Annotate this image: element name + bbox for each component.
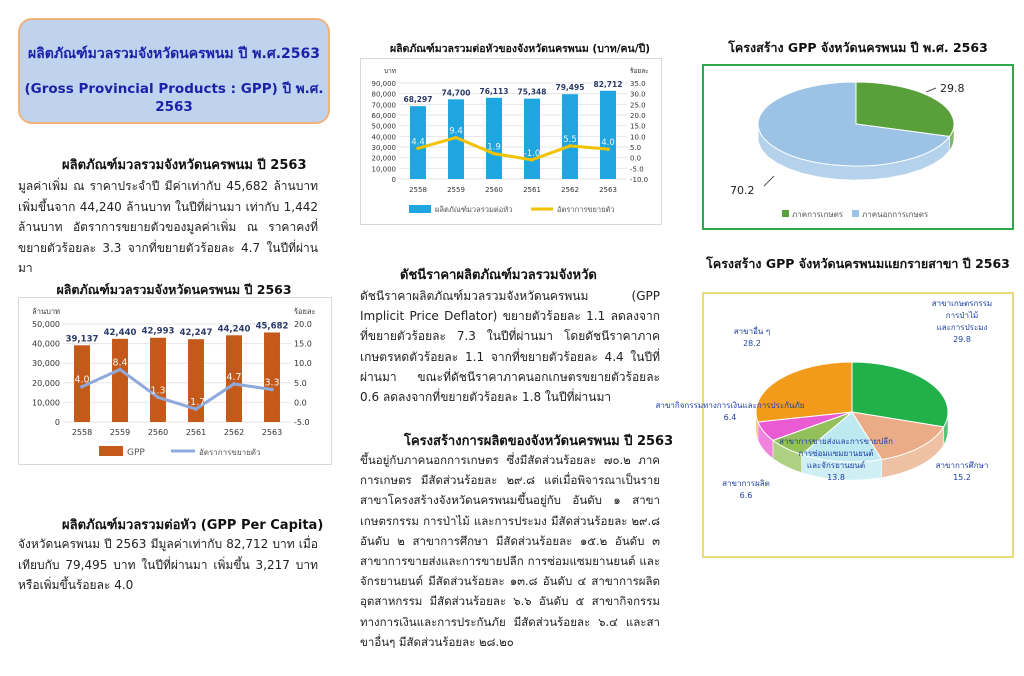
legend-label-bar: ผลิตภัณฑ์มวลรวมต่อหัว xyxy=(435,205,513,214)
y-tick-label: 0 xyxy=(54,418,60,427)
growth-value-label: 4.0 xyxy=(601,138,615,149)
title-line-1: ผลิตภัณฑ์มวลรวมจังหวัดนครพนม ปี พ.ศ.2563 xyxy=(27,46,321,62)
y2-axis-label: ร้อยละ xyxy=(630,67,649,75)
structure-body: ขึ้นอยู่กับภาคนอกการเกษตร ซึ่งมีสัดส่วนร้อยละ ๗๐.๒ ภาคการเกษตร มีสัดส่วนร้อยละ ๒๙.๘ แต่เมื่อพิจารณาเป็นรายสาขาโครงสร้างจังหวัดนครพนมขึ้นอยู่กับ อันดับ ๑ สาขาเกษตรกรรม การป่าไม้ และการประมง มีสัดส่วนร้อยละ ๒๙.๘ อันดับ ๒ สาขาการศึกษา มีสัดส่วนร้อยละ ๑๕.๒ อันดับ ๓ สาขาการขายส่งและการขายปลีก การซ่อมแซมยานยนต์ และจักรยานยนต์ มีสัดส่วนร้อยละ ๑๓.๘ อันดับ ๔ สาขาการผลิตอุตสาหกรรม มีสัดส่วนร้อยละ ๖.๖ อันดับ ๕ สาขากิจกรรมทางการเงินและการประกันภัย มีสัดส่วนร้อยละ ๖.๔ และสาขาอื่นๆ มีสัดส่วนร้อยละ ๒๘.๒๐ xyxy=(360,453,660,649)
pie-slice-label: การซ่อมแซมยานยนต์ xyxy=(798,449,874,458)
y2-tick-label: -5.0 xyxy=(294,418,310,427)
pie-slice-label: และจักรยานยนต์ xyxy=(806,461,866,470)
gpp-chart-panel xyxy=(18,297,332,465)
legend-swatch-bar xyxy=(409,205,431,213)
y2-tick-label: -10.0 xyxy=(630,176,649,184)
y2-tick-label: 0.0 xyxy=(294,398,307,408)
legend-label: ภาคการเกษตร xyxy=(792,210,844,219)
y2-tick-label: 0.0 xyxy=(630,154,642,163)
x-tick-label: 2561 xyxy=(185,428,207,437)
y2-tick-label: 15.0 xyxy=(294,339,312,349)
y-tick-label: 0 xyxy=(391,176,396,184)
title-box xyxy=(18,18,330,124)
y-tick-label: 30,000 xyxy=(32,359,60,369)
growth-value-label: -1.0 xyxy=(523,148,541,159)
y-tick-label: 40,000 xyxy=(371,133,396,142)
y-tick-label: 60,000 xyxy=(371,112,396,120)
growth-value-label: 9.4 xyxy=(449,126,463,137)
y-tick-label: 20,000 xyxy=(32,378,60,388)
bar-value-label: 74,700 xyxy=(441,88,471,98)
bar-value-label: 42,993 xyxy=(141,326,175,337)
y2-tick-label: 30.0 xyxy=(630,90,646,99)
bar-value-label: 79,495 xyxy=(555,83,585,93)
pie-slice-label: สาขาการขายส่งและการขายปลีก xyxy=(779,437,893,446)
y2-tick-label: 35.0 xyxy=(630,80,646,88)
agri-pie-panel xyxy=(702,64,1014,230)
y-tick-label: 90,000 xyxy=(371,80,396,88)
branch-pie-title: โครงสร้าง GPP จังหวัดนครพนมแยกรายสาขา ปี 2563 xyxy=(706,256,1010,271)
legend-swatch-bar xyxy=(99,446,123,456)
x-tick-label: 2559 xyxy=(447,186,465,194)
pie-slice-label: สาขาการศึกษา xyxy=(935,461,989,470)
gpp-chart xyxy=(19,298,331,464)
y2-tick-label: 10.0 xyxy=(630,133,646,142)
growth-value-label: 5.5 xyxy=(563,134,577,145)
growth-value-label: 3.3 xyxy=(264,377,280,389)
bar-value-label: 68,297 xyxy=(403,95,433,105)
bar xyxy=(150,338,166,422)
growth-value-label: 8.4 xyxy=(112,357,128,369)
legend-label-line: อัตราการขยายตัว xyxy=(199,448,261,457)
per-capita-body: จังหวัดนครพนม ปี 2563 มีมูลค่าเท่ากับ 82,712 บาท เมื่อเทียบกับ 79,495 บาท ในปีที่ผ่านมา เพิ่มขึ้น 3,217 บาท หรือเพิ่มขึ้นร้อยละ 4.0 xyxy=(18,537,318,592)
bar-value-label: 39,137 xyxy=(65,334,99,345)
pie-slice-label: สาขาเกษตรกรรม xyxy=(931,299,993,308)
y2-tick-label: -5.0 xyxy=(630,165,644,174)
pie-leader-line xyxy=(926,88,936,92)
gpp-body: มูลค่าเพิ่ม ณ ราคาประจำปี มีค่าเท่ากับ 45,682 ล้านบาท เพิ่มขึ้นจาก 44,240 ล้านบาท ในปีที่ผ่านมา เท่ากับ 1,442 ล้านบาท อัตราการขยายตัวของมูลค่าเพิ่ม ณ ราคาคงที่ ขยายตัวร้อยละ 3.3 จากที่ขยายตัวร้อยละ 4.7 ในปีที่ผ่านมา xyxy=(18,179,318,275)
y2-tick-label: 15.0 xyxy=(630,122,646,131)
bar-value-label: 42,440 xyxy=(103,327,137,338)
y-tick-label: 80,000 xyxy=(371,90,396,99)
legend-label: ภาคนอกการเกษตร xyxy=(862,210,929,219)
x-tick-label: 2562 xyxy=(561,186,579,194)
x-tick-label: 2558 xyxy=(71,428,93,437)
legend-swatch xyxy=(782,210,789,217)
branch-pie-chart xyxy=(655,294,1012,556)
structure-heading: โครงสร้างการผลิตของจังหวัดนครพนม ปี 2563 xyxy=(404,434,674,449)
y-tick-label: 30,000 xyxy=(371,144,396,152)
y-tick-label: 20,000 xyxy=(371,154,396,163)
bar-value-label: 42,247 xyxy=(179,328,213,339)
pie-value-label: 6.4 xyxy=(723,413,737,422)
growth-value-label: 4.4 xyxy=(411,137,425,148)
growth-value-label: 1.3 xyxy=(150,385,166,397)
percap-chart-title: ผลิตภัณฑ์มวลรวมต่อหัวของจังหวัดนครพนม (บาท/คน/ปี) xyxy=(389,43,651,55)
y2-tick-label: 5.0 xyxy=(630,144,642,152)
bar-value-label: 82,712 xyxy=(593,79,623,89)
y2-tick-label: 10.0 xyxy=(294,359,312,369)
percap-chart xyxy=(361,59,661,224)
bar-value-label: 45,682 xyxy=(255,321,289,332)
bar-value-label: 44,240 xyxy=(217,324,251,335)
y2-tick-label: 5.0 xyxy=(294,378,307,388)
gpp-heading: ผลิตภัณฑ์มวลรวมจังหวัดนครพนม ปี 2563 xyxy=(62,158,307,173)
y2-tick-label: 20.0 xyxy=(294,320,312,329)
pie-value-label: 29.8 xyxy=(953,335,971,344)
deflator-body: ดัชนีราคาผลิตภัณฑ์มวลรวมจังหวัดนครพนม (GPP Implicit Price Deflator) ขยายตัวร้อยละ 1.1 ลดลงจากที่ขยายตัวร้อยละ 7.3 ในปีที่ผ่านมา โดยดัชนีราคาภาคเกษตรหดตัวร้อยละ 1.1 จากที่ขยายตัวร้อยละ 4.4 ในปีที่ผ่านมา ขณะที่ดัชนีราคาภาคนอกเกษตรขยายตัวร้อยละ 0.6 ลดลงจากที่ขยายตัวร้อยละ 1.8 ในปีที่ผ่านมา xyxy=(360,289,660,405)
agri-pie-title: โครงสร้าง GPP จังหวัดนครพนม ปี พ.ศ. 2563 xyxy=(728,40,988,55)
bar xyxy=(524,99,540,179)
y2-tick-label: 25.0 xyxy=(630,101,646,110)
bar-value-label: 75,348 xyxy=(517,87,547,97)
growth-line xyxy=(82,369,272,409)
y-tick-label: 10,000 xyxy=(371,165,396,174)
pie-value-label: 6.6 xyxy=(739,491,753,500)
x-tick-label: 2563 xyxy=(599,186,617,194)
growth-value-label: 1.9 xyxy=(487,142,501,153)
bar xyxy=(600,91,616,179)
x-tick-label: 2560 xyxy=(485,186,503,194)
growth-value-label: 4.0 xyxy=(74,374,90,386)
deflator-heading: ดัชนีราคาผลิตภัณฑ์มวลรวมจังหวัด xyxy=(400,268,597,283)
x-tick-label: 2560 xyxy=(147,428,169,437)
pie-slice-label: สาขาอื่น ๆ xyxy=(733,327,771,336)
pie-value-label: 29.8 xyxy=(940,82,965,95)
pie-value-label: 13.8 xyxy=(827,473,845,482)
pie-slice-label: สาขาการผลิต xyxy=(722,479,770,488)
title-line-2: (Gross Provincial Products : GPP) ปี พ.ศ. 2563 xyxy=(24,81,324,115)
growth-value-label: 4.7 xyxy=(226,371,242,383)
x-tick-label: 2559 xyxy=(109,428,131,437)
y-axis-label: ล้านบาท xyxy=(32,307,60,316)
y2-axis-label: ร้อยละ xyxy=(294,307,316,316)
pie-slice xyxy=(756,362,852,422)
y-tick-label: 50,000 xyxy=(32,320,60,329)
pie-leader-line xyxy=(764,176,774,186)
pie-slice-label: สาขากิจกรรมทางการเงินและการประกันภัย xyxy=(655,401,805,410)
bar xyxy=(486,98,502,179)
legend-swatch xyxy=(852,210,859,217)
legend-label-bar: GPP xyxy=(127,448,145,458)
gpp-chart-title: ผลิตภัณฑ์มวลรวมจังหวัดนครพนม ปี 2563 xyxy=(56,282,292,297)
growth-value-label: -1.7 xyxy=(186,397,206,409)
x-tick-label: 2561 xyxy=(523,186,541,194)
x-tick-label: 2563 xyxy=(261,428,283,437)
branch-pie-panel xyxy=(655,292,1014,558)
pie-slice-label: การป่าไม้ xyxy=(945,311,979,320)
pie-value-label: 70.2 xyxy=(730,184,755,197)
growth-line xyxy=(418,138,608,160)
pie-value-label: 15.2 xyxy=(953,473,971,482)
y2-tick-label: 20.0 xyxy=(630,112,646,120)
bar-value-label: 76,113 xyxy=(479,86,509,96)
percap-chart-panel xyxy=(360,58,662,225)
y-axis-label: บาท xyxy=(383,67,396,75)
x-tick-label: 2558 xyxy=(409,186,427,194)
pie-value-label: 28.2 xyxy=(743,339,761,348)
legend-label-line: อัตราการขยายตัว xyxy=(557,205,615,214)
pie-slice-label: และการประมง xyxy=(936,323,988,332)
y-tick-label: 70,000 xyxy=(371,101,396,110)
bar xyxy=(112,339,128,422)
agri-pie-chart xyxy=(704,66,1012,228)
y-tick-label: 40,000 xyxy=(32,339,60,349)
y-tick-label: 50,000 xyxy=(371,122,396,131)
per-capita-heading: ผลิตภัณฑ์มวลรวมต่อหัว (GPP Per Capita) xyxy=(62,518,324,533)
y-tick-label: 10,000 xyxy=(32,398,60,408)
x-tick-label: 2562 xyxy=(223,428,245,437)
